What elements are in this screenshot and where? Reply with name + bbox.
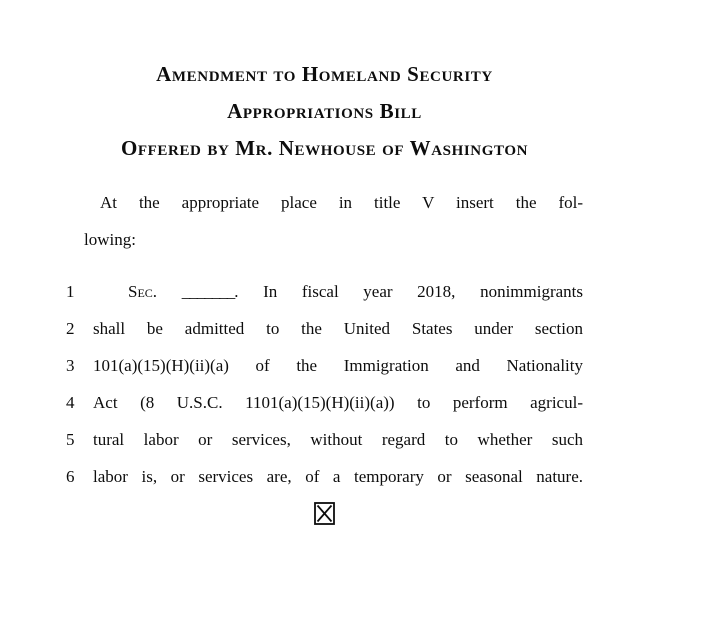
line-text: tural labor or services, without regard to whether such — [93, 430, 583, 449]
line-row-2 — [66, 310, 583, 347]
line-number: 3 — [66, 356, 75, 375]
line-number: 2 — [66, 319, 75, 338]
ballot-box-with-x-icon — [314, 502, 335, 525]
line-number: 4 — [66, 393, 75, 412]
line-text: labor is, or services are, of a temporary or seasonal nature. — [93, 467, 583, 486]
section-text-block — [66, 273, 583, 495]
header-title-line-2: Appropriations Bill — [227, 99, 422, 123]
header-title-line-1: Amendment to Homeland Security — [156, 62, 493, 86]
line-row-4 — [66, 384, 583, 421]
line-text-rest: . In fiscal year 2018, nonimmigrants — [234, 282, 584, 301]
line-row-3 — [66, 347, 583, 384]
intro-paragraph — [84, 184, 583, 258]
line-row-6 — [66, 458, 583, 495]
amendment-header — [66, 0, 583, 167]
line-row-5 — [66, 421, 583, 458]
header-offered-by-line: Offered by Mr. Newhouse of Washington — [120, 136, 529, 160]
line-text: Act (8 U.S.C. 1101(a)(15)(H)(ii)(a)) to perform agricul- — [93, 393, 583, 412]
line-text: shall be admitted to the United States under section — [93, 319, 583, 338]
intro-line-2: lowing: — [84, 230, 136, 249]
line-number: 6 — [66, 467, 75, 486]
sec-label: Sec. — [128, 282, 158, 301]
line-number: 1 — [66, 282, 75, 301]
line-number: 5 — [66, 430, 75, 449]
blank-section-number-field: _______ — [181, 282, 235, 301]
line-text — [93, 273, 583, 310]
end-of-amendment-marker — [66, 502, 583, 525]
intro-line-1: At the appropriate place in title V insert the fol- — [100, 193, 583, 212]
line-text: 101(a)(15)(H)(ii)(a) of the Immigration and Nationality — [93, 356, 583, 375]
line-row-1 — [66, 273, 583, 310]
